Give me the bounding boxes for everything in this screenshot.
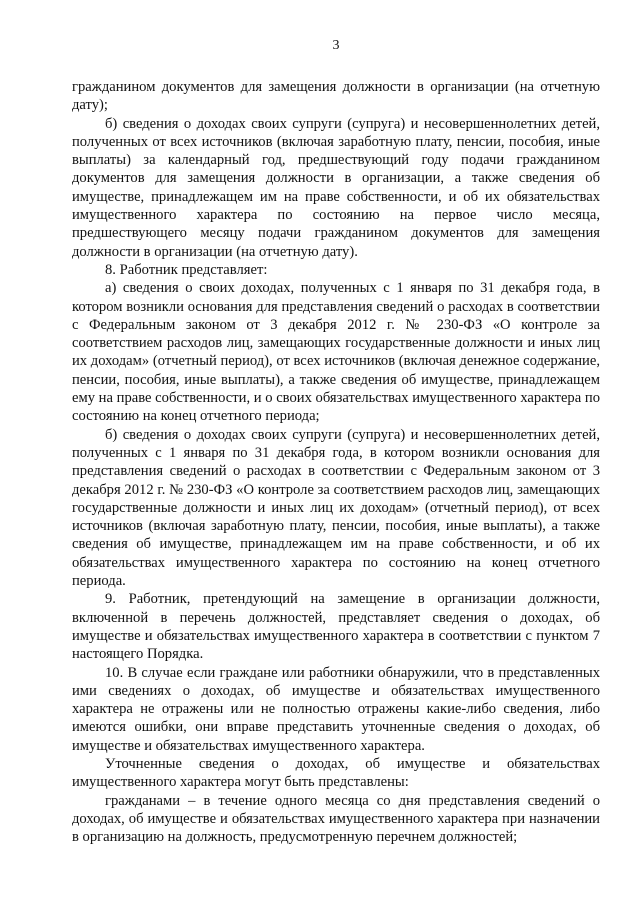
paragraph-8b: б) сведения о доходах своих супруги (супруга) и несовершеннолетних детей, полученных с 1 января по 31 декабря года, в котором возникли основания для представления сведений о расходах в соответствии с Федеральным законом от 3 декабря 2012 г. № 230-ФЗ «О контроле за соответствием расходов лиц, замещающих государственные должности и иных лиц их доходам» (отчетный период), от всех источников (включая заработную плату, пенсии, пособия, иные выплаты), а также сведения об имуществе, принадлежащем им на праве собственности, и об их обязательствах имущественного характера по состоянию на конец отчетного периода. — [72, 426, 600, 590]
paragraph-10: 10. В случае если граждане или работники обнаружили, что в представленных ими сведениях о доходах, об имуществе и обязательствах имущественного характера не отражены или не полностью отражены какие-либо сведения, либо имеются ошибки, они вправе представить уточненные сведения о доходах, об имуществе и обязательствах имущественного характера. — [72, 664, 600, 754]
paragraph-9: 9. Работник, претендующий на замещение в организации должности, включенной в перечень должностей, представляет сведения о доходах, об имуществе и обязательствах имущественного характера в соответствии с пунктом 7 настоящего Порядка. — [72, 591, 600, 663]
paragraph-10-clarified: Уточненные сведения о доходах, об имуществе и обязательствах имущественного характера могут быть представлены: — [72, 755, 600, 791]
paragraph-8-heading: 8. Работник представляет: — [105, 261, 268, 278]
page-number: 3 — [332, 38, 340, 53]
paragraph-continuation: гражданином документов для замещения должности в организации (на отчетную дату); — [72, 79, 600, 114]
paragraph-7b: б) сведения о доходах своих супруги (супруга) и несовершеннолетних детей, полученных от всех источников (включая заработную плату, пенсии, пособия, иные выплаты) за календарный год, предшествующий году подачи гражданином документов для замещения должности в организации, а также сведения об имуществе, принадлежащем им на праве собственности, и об их обязательствах имущественного характера по состоянию на первое число месяца, предшествующего месяцу подачи гражданином документов для замещения должности в организации (на отчетную дату). — [72, 115, 600, 260]
document-body — [72, 78, 600, 846]
paragraph-10-citizens: гражданами – в течение одного месяца со дня представления сведений о доходах, об имуществе и обязательствах имущественного характера при назначении в организацию на должность, предусмотренную перечнем должностей; — [72, 792, 600, 846]
paragraph-8a: а) сведения о своих доходах, полученных с 1 января по 31 декабря года, в котором возникли основания для представления сведений о расходах в соответствии с Федеральным законом от 3 декабря 2012 г. № 230-ФЗ «О контроле за соответствием расходов лиц, замещающих государственные должности и иных лиц их доходам» (отчетный период), от всех источников (включая денежное содержание, пенсии, пособия, иные выплаты), а также сведения об имуществе, принадлежащем ему на праве собственности, и о своих обязательствах имущественного характера по состоянию на конец отчетного периода; — [72, 280, 600, 425]
